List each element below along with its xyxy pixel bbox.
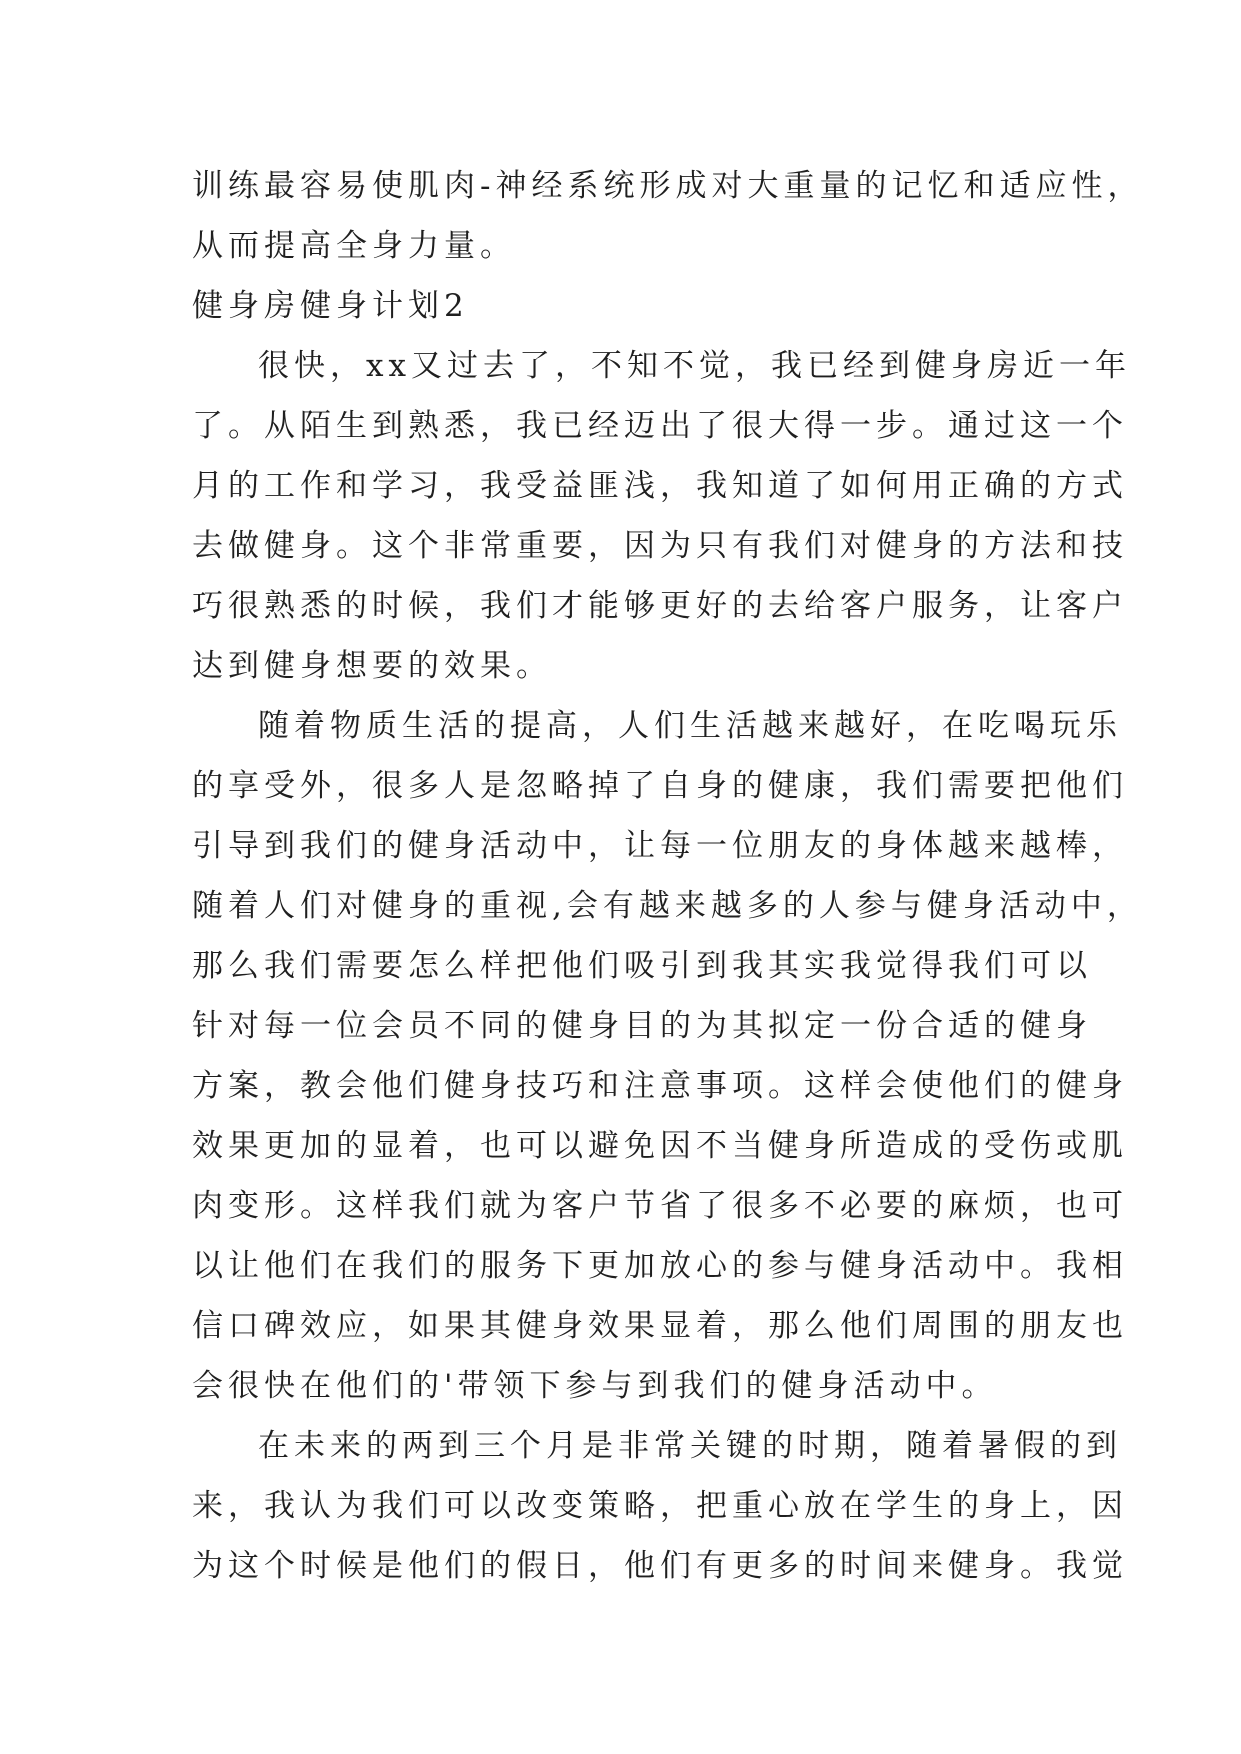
document-body xyxy=(192,156,1144,1596)
paragraph xyxy=(192,1416,1128,1596)
text-line: 那么我们需要怎么样把他们吸引到我其实我觉得我们可以 xyxy=(192,948,1092,984)
text-line: 随着人们对健身的重视,会有越来越多的人参与健身活动中， xyxy=(192,888,1143,924)
text-line: 信口碑效应，如果其健身效果显着，那么他们周围的朋友也 xyxy=(192,1308,1128,1344)
text-line: 来，我认为我们可以改变策略，把重心放在学生的身上，因 xyxy=(192,1488,1128,1524)
paragraph-continuation xyxy=(192,156,1144,276)
text-line: 方案，教会他们健身技巧和注意事项。这样会使他们的健身 xyxy=(192,1068,1128,1104)
text-line: 达到健身想要的效果。 xyxy=(192,648,552,684)
text-line: 很快，xx又过去了，不知不觉，我已经到健身房近一年 xyxy=(258,348,1131,384)
paragraph xyxy=(192,336,1131,696)
text-line: 了。从陌生到熟悉，我已经迈出了很大得一步。通过这一个 xyxy=(192,408,1128,444)
text-line: 去做健身。这个非常重要，因为只有我们对健身的方法和技 xyxy=(192,528,1128,564)
text-line: 为这个时候是他们的假日，他们有更多的时间来健身。我觉 xyxy=(192,1548,1128,1584)
text-line: 在未来的两到三个月是非常关键的时期，随着暑假的到 xyxy=(258,1428,1122,1464)
text-line: 训练最容易使肌肉-神经系统形成对大重量的记忆和适应性， xyxy=(192,168,1144,204)
paragraph xyxy=(192,696,1143,1416)
text-line: 效果更加的显着，也可以避免因不当健身所造成的受伤或肌 xyxy=(192,1128,1128,1164)
text-line: 会很快在他们的'带领下参与到我们的健身活动中。 xyxy=(192,1368,998,1404)
section-heading xyxy=(192,276,1052,336)
text-line: 随着物质生活的提高，人们生活越来越好，在吃喝玩乐 xyxy=(258,708,1122,744)
text-line: 月的工作和学习，我受益匪浅，我知道了如何用正确的方式 xyxy=(192,468,1128,504)
text-line: 的享受外，很多人是忽略掉了自身的健康，我们需要把他们 xyxy=(192,768,1128,804)
text-line: 健身房健身计划2 xyxy=(192,288,469,324)
text-line: 针对每一位会员不同的健身目的为其拟定一份合适的健身 xyxy=(192,1008,1092,1044)
text-line: 以让他们在我们的服务下更加放心的参与健身活动中。我相 xyxy=(192,1248,1128,1284)
text-line: 从而提高全身力量。 xyxy=(192,228,516,264)
text-line: 巧很熟悉的时候，我们才能够更好的去给客户服务，让客户 xyxy=(192,588,1128,624)
text-line: 引导到我们的健身活动中，让每一位朋友的身体越来越棒， xyxy=(192,828,1128,864)
text-line: 肉变形。这样我们就为客户节省了很多不必要的麻烦，也可 xyxy=(192,1188,1128,1224)
